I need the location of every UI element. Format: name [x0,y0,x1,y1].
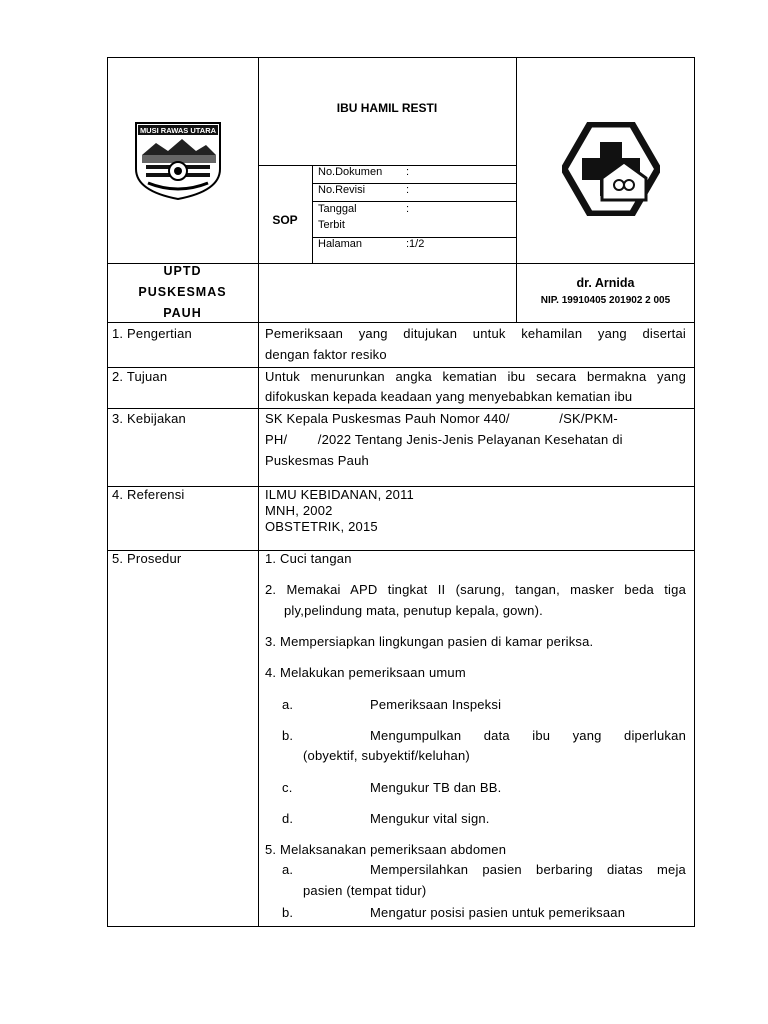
substep-letter: c. [282,780,293,795]
prosedur-step-4a: Pemeriksaan Inspeksi [370,697,502,712]
document-title: IBU HAMIL RESTI [336,101,438,115]
meta-label-tanggal: Tanggal [318,203,357,215]
substep-letter: b. [282,728,294,743]
grid-line [258,57,259,927]
section-label-kebijakan: 3. Kebijakan [112,411,186,426]
puskesmas-logo [562,122,660,216]
kebijakan-line3: Puskesmas Pauh [265,453,369,468]
section-label-tujuan: 2. Tujuan [112,369,168,384]
grid-line [107,550,695,551]
prosedur-step-5: 5. Melaksanakan pemeriksaan abdomen [265,842,507,857]
tujuan-line1: Untuk menurunkan angka kematian ibu secara bermakna yang [265,369,686,384]
prosedur-step-1: 1. Cuci tangan [265,551,352,566]
signer-name: dr. Arnida [576,276,635,290]
meta-label-halaman: Halaman [318,238,363,250]
prosedur-step-4d: Mengukur vital sign. [370,811,490,826]
pengertian-line1: Pemeriksaan yang ditujukan untuk kehamilan yang disertai [265,326,686,341]
signer-nip: NIP. 19910405 201902 2 005 [540,295,671,306]
prosedur-step-4b-cont: (obyektif, subyektif/keluhan) [303,748,470,763]
substep-letter: d. [282,811,294,826]
org-line-pauh: PAUH [163,306,202,320]
referensi-item: ILMU KEBIDANAN, 2011 [265,487,414,502]
grid-line [107,322,695,323]
kebijakan-line1: SK Kepala Puskesmas Pauh Nomor 440/ /SK/PKM- [265,411,618,426]
tujuan-line2: difokuskan kepada keadaan yang menyebabkan kematian ibu [265,389,633,404]
meta-label-terbit: Terbit [318,219,345,231]
prosedur-step-2-cont: ply,pelindung mata, penutup kepala, gown). [284,603,543,618]
prosedur-step-4: 4. Melakukan pemeriksaan umum [265,665,466,680]
regency-logo [134,121,222,201]
prosedur-step-4b: Mengumpulkan data ibu yang diperlukan [370,728,686,743]
meta-label-no-revisi: No.Revisi [318,184,366,196]
logo-lettering: MUSI RAWAS UTARA [139,126,217,135]
sop-label: SOP [272,213,298,227]
meta-value-no-dokumen: : [406,166,410,178]
substep-letter: a. [282,697,294,712]
prosedur-step-4c: Mengukur TB dan BB. [370,780,502,795]
meta-label-no-dokumen: No.Dokumen [318,166,383,178]
grid-line [312,165,313,263]
referensi-item: MNH, 2002 [265,503,333,518]
grid-line [107,408,695,409]
grid-line [258,165,516,166]
section-label-prosedur: 5. Prosedur [112,551,182,566]
org-line-uptd: UPTD [163,264,202,278]
pengertian-line2: dengan faktor resiko [265,347,387,362]
meta-value-tanggal-terbit: : [406,203,410,215]
prosedur-step-2: 2. Memakai APD tingkat II (sarung, tangan, masker beda tiga [265,582,686,597]
section-label-referensi: 4. Referensi [112,487,185,502]
grid-line [107,367,695,368]
substep-letter: a. [282,862,294,877]
grid-line [312,201,516,202]
kebijakan-line2: PH/ /2022 Tentang Jenis-Jenis Pelayanan Kesehatan di [265,432,623,447]
referensi-item: OBSTETRIK, 2015 [265,519,378,534]
meta-value-halaman: :1/2 [406,238,425,250]
prosedur-step-5b: Mengatur posisi pasien untuk pemeriksaan [370,905,626,920]
prosedur-step-5a: Mempersilahkan pasien berbaring diatas meja [370,862,686,877]
prosedur-step-3: 3. Mempersiapkan lingkungan pasien di kamar periksa. [265,634,594,649]
substep-letter: b. [282,905,294,920]
org-line-puskesmas: PUSKESMAS [138,285,227,299]
prosedur-step-5a-cont: pasien (tempat tidur) [303,883,427,898]
meta-value-no-revisi: : [406,184,410,196]
section-label-pengertian: 1. Pengertian [112,326,192,341]
